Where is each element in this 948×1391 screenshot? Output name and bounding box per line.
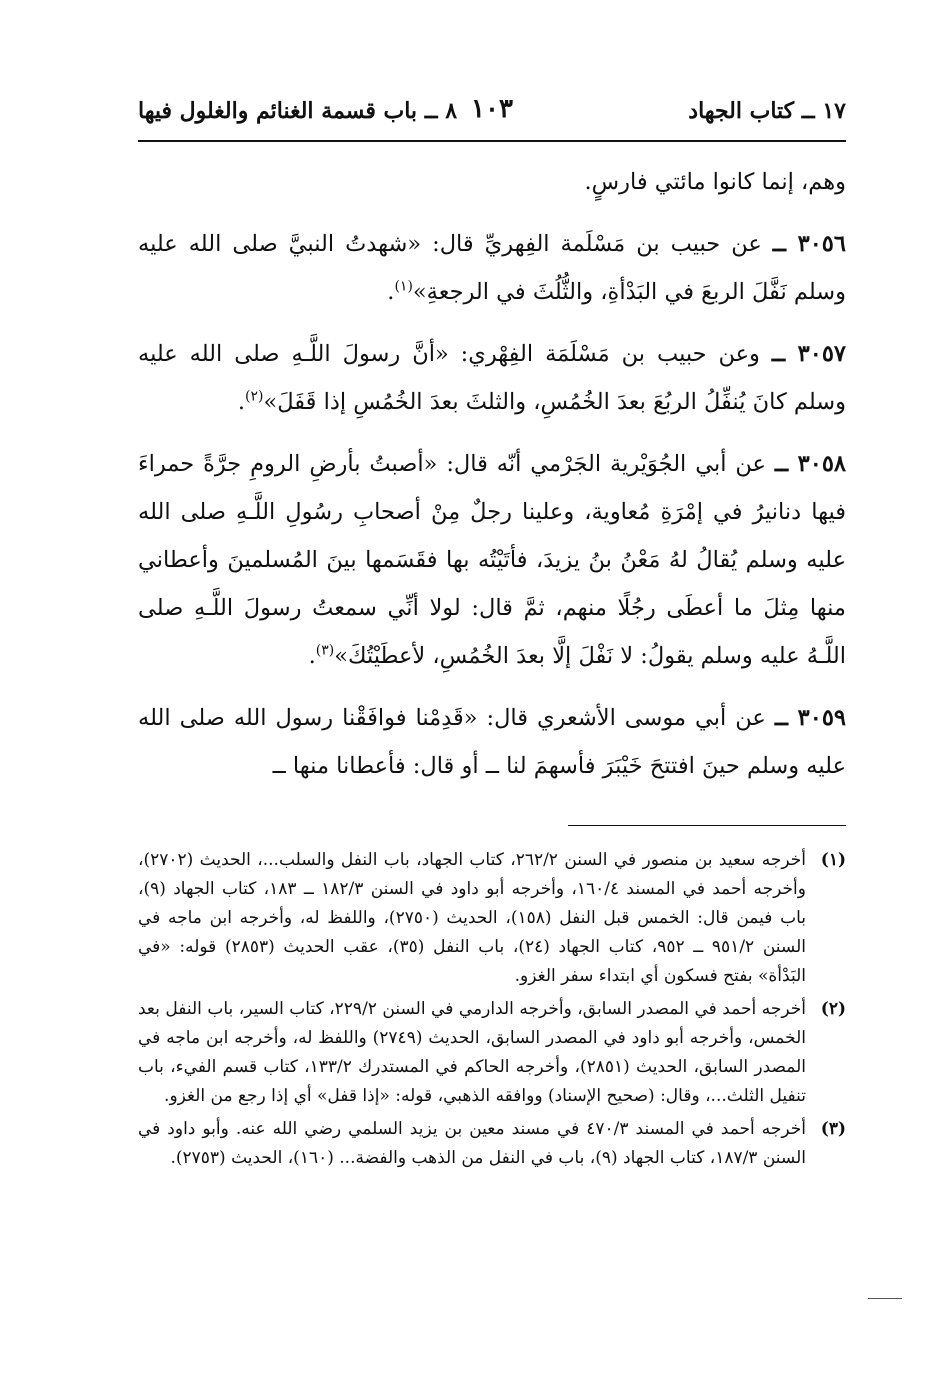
hadith-text: عن أبي الجُوَيْرية الجَرْمي أنّه قال: «أصبتُ بأرضِ الرومِ جرَّةً حمراءَ فيها دنانيرُ في إمْرَةِ مُعاوية، وعلينا رجلٌ مِنْ أصحابِ رسُولِ اللَّـهِ صلى الله عليه وسلم يُقالُ لهُ مَعْنُ بنُ يزيدَ، فأتَيْتُه بها فقَسَمها بينَ المُسلمينَ وأعطاني منها مِثلَ ما أعطَى رجُلًا منهم، ثمَّ قال: لولا أنِّي سمعتُ رسولَ اللَّـهِ صلى اللَّـهُ عليه وسلم يقولُ: لا نَفْلَ إلَّا بعدَ الخُمُسِ، لأعطَيْتُكَ» xyxy=(138,451,846,669)
hadith-3058 xyxy=(138,440,846,680)
hadith-number: ٣٠٥٨ ــ xyxy=(774,451,846,477)
hadith-number: ٣٠٥٧ ــ xyxy=(771,341,846,367)
footnote-ref: (١) xyxy=(394,278,413,295)
page-number: ١٠٣ xyxy=(471,94,513,124)
header-chapter-title: ٨ ــ باب قسمة الغنائم والغلول فيها xyxy=(138,98,458,124)
page-end-dash xyxy=(868,1298,902,1299)
hadith-number: ٣٠٥٩ ــ xyxy=(774,705,846,731)
footnote-2 xyxy=(138,995,846,1111)
header-book-title: ١٧ ــ كتاب الجهاد xyxy=(688,98,846,124)
hadith-3056 xyxy=(138,220,846,316)
hadith-number: ٣٠٥٦ ــ xyxy=(772,231,846,257)
footnote-mark: (١) xyxy=(820,850,846,870)
footnote-separator xyxy=(568,825,846,826)
footnote-ref: (٢) xyxy=(245,388,264,405)
hadith-end: . xyxy=(308,643,316,669)
hadith-end: . xyxy=(387,279,395,305)
intro-line: وهم، إنما كانوا مائتي فارسٍ. xyxy=(584,169,846,195)
footnote-1 xyxy=(138,846,846,991)
hadith-text: عن حبيب بن مَسْلَمة الفِهريِّ قال: «شهدتُ النبيَّ صلى الله عليه وسلم نَفَّلَ الربعَ في البَدْأةِ، والثُّلُثَ في الرجعةِ» xyxy=(138,231,846,305)
footnote-text: أخرجه أحمد في المسند ٤٧٠/٣ في مسند معين بن يزيد السلمي رضي الله عنه. وأبو داود في السنن ١٨٧/٣، كتاب الجهاد (٩)، باب في النفل من الذهب والفضة... (١٦٠)، الحديث (٢٧٥٣). xyxy=(138,1119,806,1168)
hadith-3059 xyxy=(138,694,846,790)
footnote-text: أخرجه أحمد في المصدر السابق، وأخرجه الدارمي في السنن ٢٢٩/٢، كتاب السير، باب النفل بعد الخمس، وأخرجه أبو داود في المصدر السابق، الحديث (٢٧٤٩) واللفظ له، وأخرجه ابن ماجه في المصدر السابق، الحديث (٢٨٥١)، وأخرجه الحاكم في المستدرك ١٣٣/٢، كتاب قسم الفيء، باب تنفيل الثلث...، وقال: (صحيح الإسناد) ووافقه الذهبي، قوله: «إذا قفل» أي إذا رجع من الغزو. xyxy=(138,999,807,1106)
footnote-text: أخرجه سعيد بن منصور في السنن ٢٦٢/٢، كتاب الجهاد، باب النفل والسلب...، الحديث (٢٧٠٢)، وأخرجه أحمد في المسند ١٦٠/٤، وأخرجه أبو داود في السنن ١٨٢/٣ ــ ١٨٣، كتاب الجهاد (٩)، باب فيمن قال: الخمس قبل النفل (١٥٨)، الحديث (٢٧٥٠)، واللفظ له، وأخرجه ابن ماجه في السنن ٩٥١/٢ ــ ٩٥٢، كتاب الجهاد (٢٤)، باب النفل (٣٥)، عقب الحديث (٢٨٥٣) قوله: «في البَدْأة» بفتح فسكون أي ابتداء سفر الغزو. xyxy=(138,850,806,986)
page-header xyxy=(138,92,846,138)
footnote-ref: (٣) xyxy=(315,642,335,659)
hadith-text: وعن حبيب بن مَسْلَمَة الفِهْري: «أنَّ رسولَ اللَّـهِ صلى الله عليه وسلم كانَ يُنفِّلُ الربُعَ بعدَ الخُمُسِ، والثلثَ بعدَ الخُمُسِ إذا قَفَلَ» xyxy=(138,341,846,415)
footnote-3 xyxy=(138,1115,846,1173)
hadith-end: . xyxy=(237,389,245,415)
footnote-mark: (٣) xyxy=(820,1119,846,1139)
hadith-text: عن أبي موسى الأشعري قال: «قَدِمْنا فوافَقْنا رسول الله صلى الله عليه وسلم حينَ افتتحَ خَيْبَرَ فأسهمَ لنا ــ أو قال: فأعطانا منها ــ xyxy=(138,705,846,779)
hadith-3057 xyxy=(138,330,846,426)
footnote-mark: (٢) xyxy=(820,999,846,1019)
main-text xyxy=(138,158,846,790)
header-rule xyxy=(138,140,846,142)
footnotes xyxy=(138,846,846,1177)
